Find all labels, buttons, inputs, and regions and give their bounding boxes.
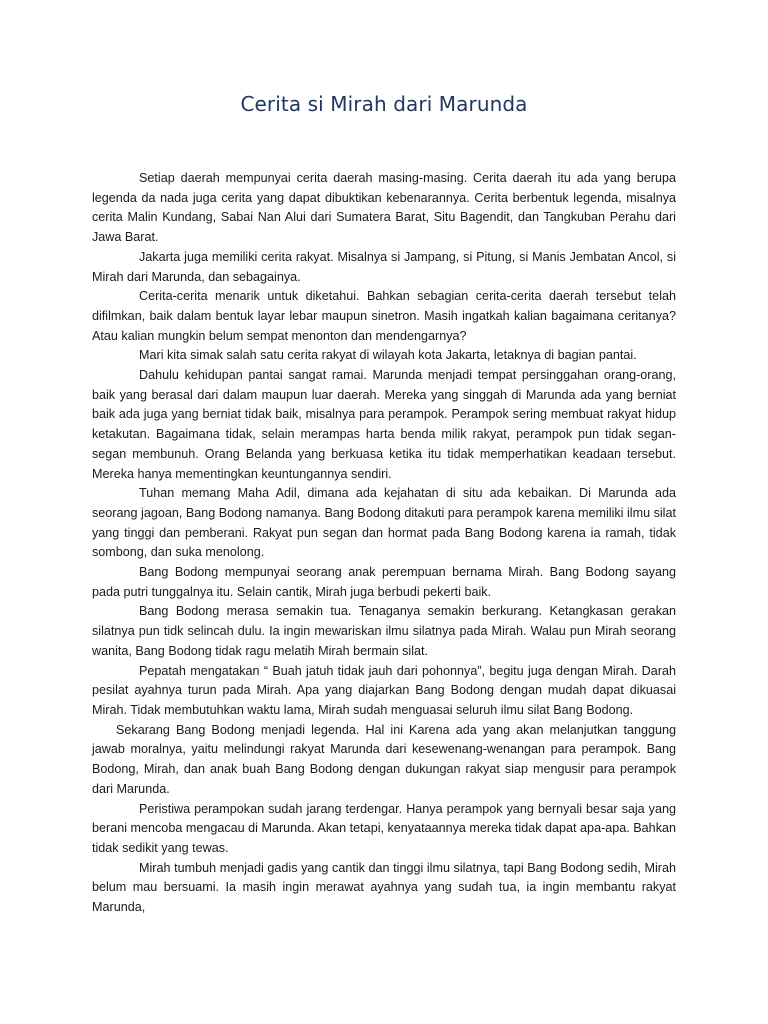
paragraph: Dahulu kehidupan pantai sangat ramai. Marunda menjadi tempat persinggahan orang-orang, baik yang berasal dari dalam maupun luar daerah. Mereka yang singgah di Marunda ada yang berniat baik ada juga yang berniat tidak baik, misalnya para perampok. Perampok sering membuat rakyat hidup ketakutan. Bagaimana tidak, selain merampas harta benda milik rakyat, perampok pun tidak segan-segan membunuh. Orang Belanda yang berkuasa ketika itu tidak memperhatikan keadaan tersebut. Mereka hanya mementingkan keuntungannya sendiri.: [92, 368, 676, 481]
paragraph: Bang Bodong mempunyai seorang anak perempuan bernama Mirah. Bang Bodong sayang pada putri tunggalnya itu. Selain cantik, Mirah juga berbudi pekerti baik.: [92, 565, 676, 599]
paragraph: Mari kita simak salah satu cerita rakyat di wilayah kota Jakarta, letaknya di bagian pantai.: [139, 348, 637, 363]
document-title: Cerita si Mirah dari Marunda: [240, 92, 528, 116]
paragraph: Tuhan memang Maha Adil, dimana ada kejahatan di situ ada kebaikan. Di Marunda ada seorang jagoan, Bang Bodong namanya. Bang Bodong ditakuti para perampok karena memiliki ilmu silat yang tinggi dan pemberani. Rakyat pun segan dan hormat pada Bang Bodong karena ia ramah, tidak sombong, dan suka menolong.: [92, 486, 676, 560]
paragraph: Sekarang Bang Bodong menjadi legenda. Hal ini Karena ada yang akan melanjutkan tanggung jawab moralnya, yaitu melindungi rakyat Marunda dari kesewenang-wenangan para perampok. Bang Bodong, Mirah, dan anak buah Bang Bodong dengan dukungan rakyat siap mengusir para perampok dari Marunda.: [92, 722, 676, 796]
paragraph: Mirah tumbuh menjadi gadis yang cantik dan tinggi ilmu silatnya, tapi Bang Bodong sedih, Mirah belum mau bersuami. Ia masih ingin merawat ayahnya yang sudah tua, ia ingin membantu rakyat Marunda,: [92, 860, 676, 915]
paragraph: Peristiwa perampokan sudah jarang terdengar. Hanya perampok yang bernyali besar saja yang berani mencoba mengacau di Marunda. Akan tetapi, kenyataannya mereka tidak dapat apa-apa. Bahkan tidak sedikit yang tewas.: [92, 801, 676, 855]
paragraph: Pepatah mengatakan “ Buah jatuh tidak jauh dari pohonnya”, begitu juga dengan Mirah. Darah pesilat ayahnya turun pada Mirah. Apa yang diajarkan Bang Bodong dengan mudah dapat dikuasai Mirah. Tidak membutuhkan waktu lama, Mirah sudah menguasai seluruh ilmu silat Bang Bodong.: [92, 663, 676, 717]
paragraph: Cerita-cerita menarik untuk diketahui. Bahkan sebagian cerita-cerita daerah tersebut telah difilmkan, baik dalam bentuk layar lebar maupun sinetron. Masih ingatkah kalian bagaimana ceritanya? Atau kalian mungkin belum sempat menonton dan mendengarnya?: [92, 289, 676, 343]
paragraph: Jakarta juga memiliki cerita rakyat. Misalnya si Jampang, si Pitung, si Manis Jembatan Ancol, si Mirah dari Marunda, dan sebagainya.: [92, 249, 676, 284]
document-body: [92, 169, 676, 918]
paragraph: Bang Bodong merasa semakin tua. Tenaganya semakin berkurang. Ketangkasan gerakan silatnya pun tidk selincah dulu. Ia ingin mewariskan ilmu silatnya pada Mirah. Walau pun Mirah seorang wanita, Bang Bodong tidak ragu melatih Mirah bermain silat.: [92, 604, 676, 658]
paragraph: Setiap daerah mempunyai cerita daerah masing-masing. Cerita daerah itu ada yang berupa legenda da nada juga cerita yang dapat dibuktikan kebenarannya. Cerita berbentuk legenda, misalnya cerita Malin Kundang, Sabai Nan Alui dari Sumatera Barat, Situ Bagendit, dan Tangkuban Perahu dari Jawa Barat.: [92, 171, 676, 245]
